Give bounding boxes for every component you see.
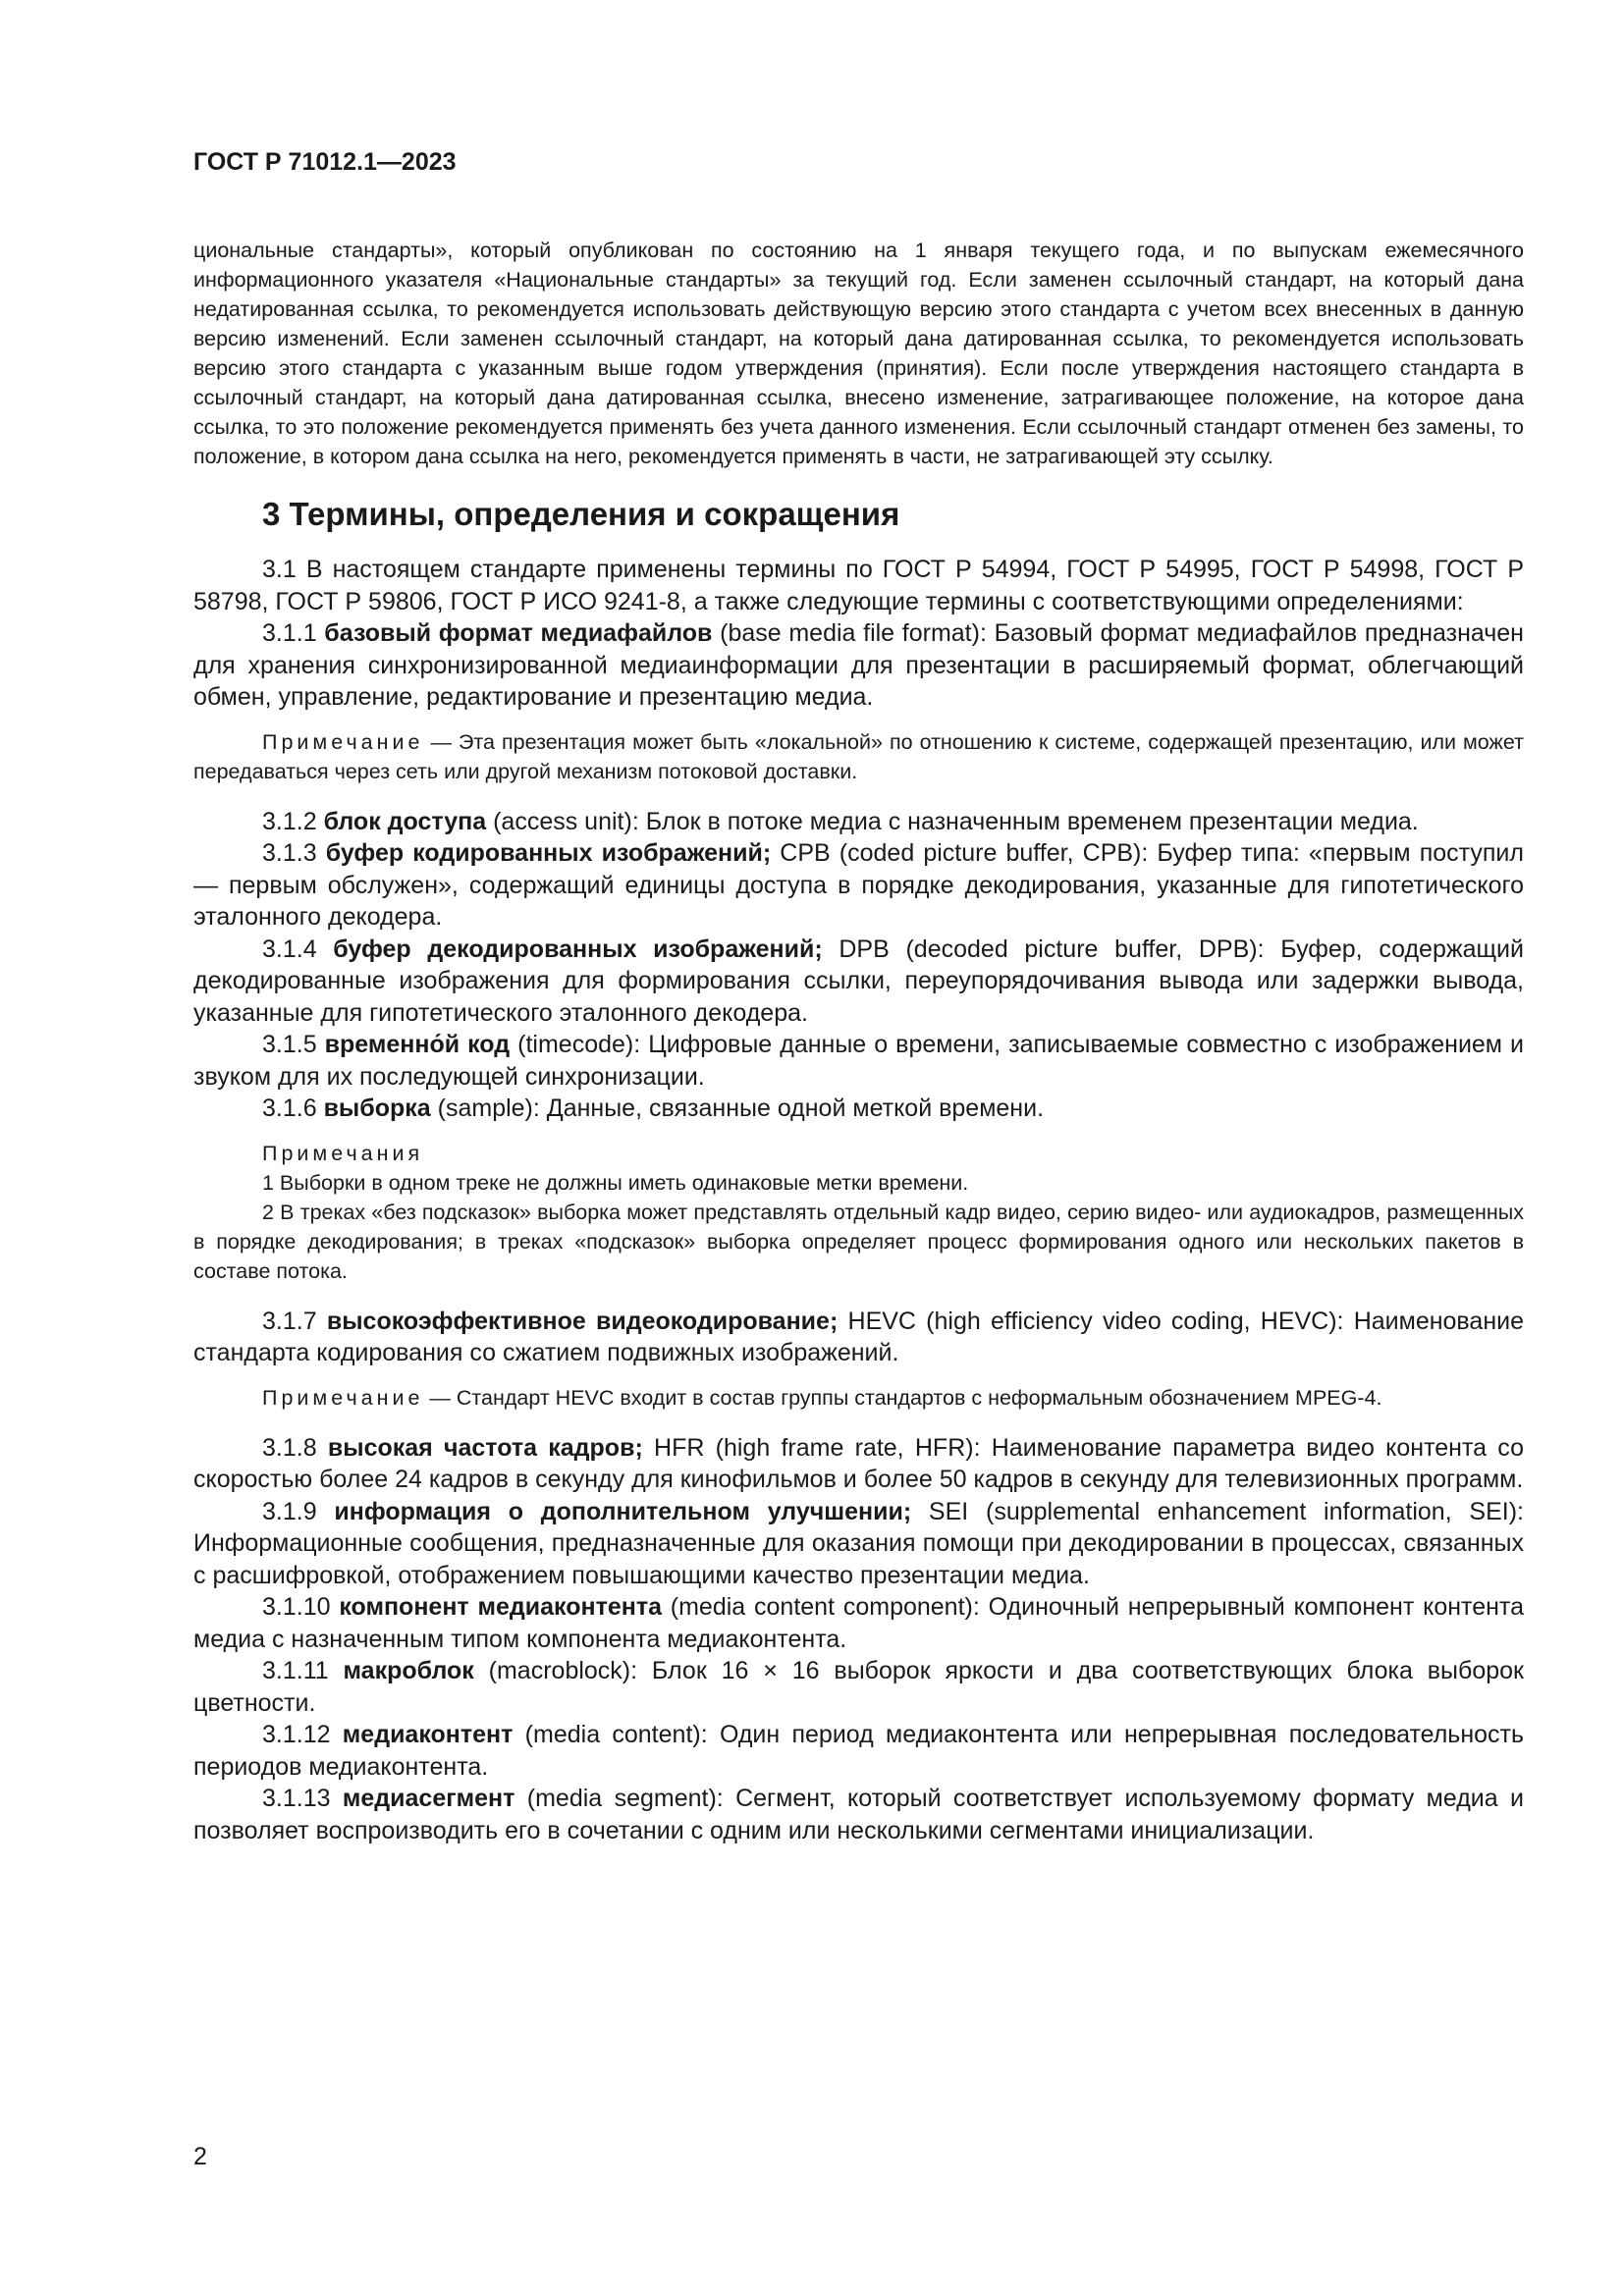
term-name: высокая частота кадров; bbox=[327, 1433, 643, 1462]
page-number: 2 bbox=[193, 2143, 207, 2170]
section-title: 3 Термины, определения и сокращения bbox=[262, 496, 900, 532]
term-definition: (sample): Данные, связанные одной меткой времени. bbox=[430, 1095, 1045, 1122]
term-name: информация о дополнительном улучшении; bbox=[334, 1497, 912, 1525]
term-number: 3.1.12 bbox=[262, 1721, 343, 1748]
term-number: 3.1.10 bbox=[262, 1593, 340, 1621]
note-item-1: 1 Выборки в одном треке не должны иметь одинаковые метки времени. bbox=[262, 1170, 969, 1195]
notes-3-1-6 bbox=[193, 1139, 1524, 1286]
term-definition: (macroblock): Блок 16 × 16 выборок яркости и два соответствующих блока выборок цветности. bbox=[193, 1657, 1524, 1717]
term-name: временно́й код bbox=[324, 1031, 511, 1058]
term-3-1-1 bbox=[193, 617, 1524, 714]
term-name: блок доступа bbox=[323, 807, 487, 835]
document-page bbox=[193, 147, 1524, 1846]
term-number: 3.1.11 bbox=[262, 1657, 344, 1684]
note-3-1-7 bbox=[193, 1383, 1524, 1413]
term-name: компонент медиаконтента bbox=[339, 1593, 662, 1621]
note-text: — Эта презентация может быть «локальной» по отношению к системе, содержащей презентацию, или может передаваться через сеть или другой механизм потоковой доставки. bbox=[193, 729, 1524, 783]
intro-paragraph: циональные стандарты», который опубликован по состоянию на 1 января текущего года, и по выпускам ежемесячного информационного указателя «Национальные стандарты» за текущий год. Если заменен ссылочный стандарт, на который дана недатированная ссылка, то рекомендуется использовать действующую версию этого стандарта с учетом всех внесенных в данную версию изменений. Если заменен ссылочный стандарт, на который дана датированная ссылка, то рекомендуется использовать версию этого стандарта с указанным выше годом утверждения (принятия). Если после утверждения настоящего стандарта в ссылочный стандарт, на который дана датированная ссылка, внесено изменение, затрагивающее положение, на которое дана ссылка, то это положение рекомендуется применять без учета данного изменения. Если ссылочный стандарт отменен без замены, то положение, в котором дана ссылка на него, рекомендуется применять в части, не затрагивающей эту ссылку. bbox=[193, 239, 1524, 468]
term-3-1-9 bbox=[193, 1496, 1524, 1592]
term-definition: CPB (coded picture buffer, CPB): Буфер типа: «первым поступил — первым обслужен», содержащий единицы доступа в порядке декодирования, указанные для гипотетического эталонного декодера. bbox=[193, 839, 1524, 931]
term-number: 3.1.3 bbox=[262, 839, 326, 867]
term-name: буфер кодированных изображений; bbox=[325, 839, 772, 867]
term-name: медиаконтент bbox=[342, 1721, 514, 1748]
term-definition: (media content component): Одиночный непрерывный компонент контента медиа с назначенным типом компонента медиаконтента. bbox=[193, 1593, 1524, 1653]
term-name: макроблок bbox=[343, 1657, 474, 1684]
term-number: 3.1.5 bbox=[262, 1031, 325, 1058]
term-definition: (timecode): Цифровые данные о времени, записываемые совместно с изображением и звуком для их последующей синхронизации. bbox=[193, 1031, 1524, 1091]
term-3-1-4 bbox=[193, 934, 1524, 1030]
term-definition: (media content): Один период медиаконтента или непрерывная последовательность периодов медиаконтента. bbox=[193, 1721, 1525, 1781]
term-3-1-10 bbox=[193, 1591, 1524, 1655]
term-3-1-11 bbox=[193, 1655, 1524, 1719]
term-number: 3.1.2 bbox=[262, 807, 324, 835]
term-name: высокоэффективное видеокодирование; bbox=[326, 1307, 839, 1335]
term-number: 3.1.1 bbox=[262, 619, 325, 647]
note-label: Примечание bbox=[262, 1385, 424, 1410]
term-definition: HFR (high frame rate, HFR): Наименование параметра видео контента со скоростью более 24 кадров в секунду для кинофильмов и более 50 кадров в секунду для телевизионных программ. bbox=[193, 1433, 1524, 1493]
term-definition: HEVC (high efficiency video coding, HEVC): Наименование стандарта кодирования со сжатием подвижных изображений. bbox=[193, 1307, 1525, 1366]
term-definition: (base media file format): Базовый формат медиафайлов предназначен для хранения синхронизированной медиаинформации для презентации в расширяемый формат, облегчающий обмен, управление, редактирование и презентацию медиа. bbox=[193, 619, 1524, 711]
term-3-1-8 bbox=[193, 1432, 1524, 1496]
term-definition: SEI (supplemental enhancement information, SEI): Информационные сообщения, предназначенные для оказания помощи при декодировании в процессах, связанных с расшифровкой, отображением повышающими качество презентации медиа. bbox=[193, 1497, 1524, 1589]
term-name: выборка bbox=[323, 1095, 431, 1122]
note-3-1-1 bbox=[193, 727, 1524, 786]
notes-label-text: Примечания bbox=[262, 1141, 424, 1165]
term-name: базовый формат медиафайлов bbox=[324, 619, 713, 647]
term-3-1-7 bbox=[193, 1306, 1524, 1369]
term-3-1-3 bbox=[193, 837, 1524, 934]
term-number: 3.1.6 bbox=[262, 1095, 324, 1122]
term-3-1-6 bbox=[193, 1093, 1524, 1125]
term-number: 3.1.8 bbox=[262, 1433, 328, 1462]
term-3-1-2 bbox=[193, 806, 1524, 838]
term-name: медиасегмент bbox=[342, 1785, 515, 1812]
note-text: — Стандарт HEVC входит в состав группы стандартов с неформальным обозначением MPEG-4. bbox=[423, 1385, 1382, 1410]
note-item-2: 2 В треках «без подсказок» выборка может представлять отдельный кадр видео, серию видео- или аудиокадров, размещенных в порядке декодирования; в треках «подсказок» выборка определяет процесс формирования одного или нескольких пакетов в составе потока. bbox=[193, 1200, 1524, 1283]
note-label: Примечание bbox=[262, 729, 424, 754]
clause-3-1: 3.1 В настоящем стандарте применены термины по ГОСТ Р 54994, ГОСТ Р 54995, ГОСТ Р 54998, ГОСТ Р 58798, ГОСТ Р 59806, ГОСТ Р ИСО 9241-8, а также следующие термины с соответствующими определениями: bbox=[193, 556, 1524, 615]
term-definition: (access unit): Блок в потоке медиа с назначенным временем презентации медиа. bbox=[486, 807, 1419, 835]
term-3-1-5 bbox=[193, 1029, 1524, 1093]
document-header: ГОСТ Р 71012.1—2023 bbox=[193, 148, 457, 176]
term-definition: (media segment): Сегмент, который соответствует используемому формату медиа и позволяет воспроизводить его в сочетании с одним или несколькими сегментами инициализации. bbox=[193, 1785, 1525, 1844]
term-definition: DPB (decoded picture buffer, DPB): Буфер, содержащий декодированные изображения для формирования ссылки, переупорядочивания вывода или задержки вывода, указанные для гипотетического эталонного декодера. bbox=[193, 934, 1524, 1027]
term-number: 3.1.13 bbox=[262, 1785, 343, 1812]
term-number: 3.1.7 bbox=[262, 1307, 327, 1335]
term-number: 3.1.9 bbox=[262, 1497, 335, 1525]
term-3-1-13 bbox=[193, 1783, 1524, 1846]
notes-label bbox=[262, 1139, 1524, 1168]
term-3-1-12 bbox=[193, 1719, 1524, 1783]
term-name: буфер декодированных изображений; bbox=[333, 934, 823, 963]
term-number: 3.1.4 bbox=[262, 934, 334, 963]
